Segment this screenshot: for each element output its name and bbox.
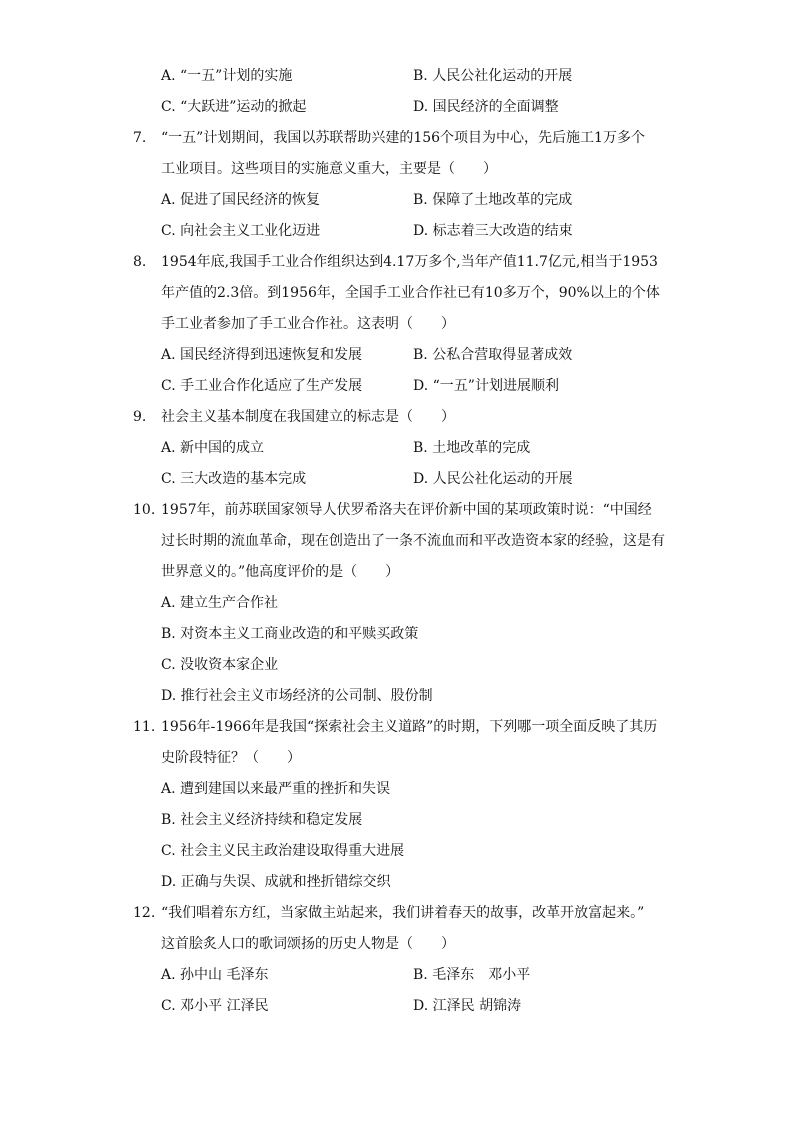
q7-option-d: D. 标志着三大改造的结束: [413, 223, 573, 239]
option-row: [133, 652, 673, 683]
q12-number: 12.: [133, 905, 156, 921]
question-stem-line: [133, 404, 673, 435]
q8-option-c: C. 手工业合作化适应了生产发展: [161, 378, 363, 394]
q7-option-b: B. 保障了土地改革的完成: [413, 192, 573, 208]
question-stem-line: [133, 745, 673, 776]
q10-stem-line-1: 1957年，前苏联国家领导人伏罗希洛夫在评价新中国的某项政策时说：“中国经: [161, 502, 652, 518]
q10-option-d: D. 推行社会主义市场经济的公司制、股份制: [161, 688, 433, 704]
q11-option-d: D. 正确与失误、成就和挫折错综交织: [161, 874, 391, 890]
q9-number: 9.: [133, 409, 147, 425]
option-row: [133, 962, 673, 993]
question-stem-line: [133, 931, 673, 962]
q11-option-b: B. 社会主义经济持续和稳定发展: [161, 812, 363, 828]
option-row: [133, 776, 673, 807]
question-stem-line: [133, 714, 673, 745]
q11-option-a: A. 遭到建国以来最严重的挫折和失误: [161, 781, 391, 797]
q8-option-d: D. “一五”计划进展顺利: [413, 378, 559, 394]
option-row: [133, 807, 673, 838]
q9-option-a: A. 新中国的成立: [161, 440, 265, 456]
question-stem-line: [133, 249, 673, 280]
q12-stem-line-2: 这首脍炙人口的歌词颂扬的历史人物是（ ）: [161, 936, 455, 952]
q9-option-c: C. 三大改造的基本完成: [161, 471, 307, 487]
q10-option-a: A. 建立生产合作社: [161, 595, 279, 611]
q12-option-a: A. 孙中山 毛泽东: [161, 967, 269, 983]
q6-option-b: B. 人民公社化运动的开展: [413, 68, 573, 84]
option-row: [133, 869, 673, 900]
option-row: [133, 342, 673, 373]
q8-stem-line-2: 年产值的2.3倍。到1956年，全国手工业合作社已有10多万个，90%以上的个体: [161, 285, 660, 301]
question-stem-line: [133, 311, 673, 342]
q7-stem-line-2: 工业项目。这些项目的实施意义重大，主要是（ ）: [161, 161, 497, 177]
q10-stem-line-2: 过长时期的流血革命，现在创造出了一条不流血而和平改造资本家的经验，这是有: [161, 533, 665, 549]
q12-option-c: C. 邓小平 江泽民: [161, 998, 269, 1014]
option-row: [133, 993, 673, 1024]
option-row: [133, 373, 673, 404]
question-stem-line: [133, 559, 673, 590]
option-row: [133, 94, 673, 125]
option-row: [133, 683, 673, 714]
q10-number: 10.: [133, 502, 156, 518]
question-list: [133, 63, 673, 1024]
question-stem-line: [133, 280, 673, 311]
option-row: [133, 63, 673, 94]
q10-option-b: B. 对资本主义工商业改造的和平赎买政策: [161, 626, 419, 642]
option-row: [133, 590, 673, 621]
q8-option-b: B. 公私合营取得显著成效: [413, 347, 573, 363]
q11-option-c: C. 社会主义民主政治建设取得重大进展: [161, 843, 405, 859]
q7-option-a: A. 促进了国民经济的恢复: [161, 192, 321, 208]
q12-option-b: B. 毛泽东 邓小平: [413, 967, 531, 983]
question-stem-line: [133, 900, 673, 931]
q8-number: 8.: [133, 254, 147, 270]
q9-option-d: D. 人民公社化运动的开展: [413, 471, 573, 487]
q6-option-c: C. “大跃进”运动的掀起: [161, 99, 307, 115]
q6-option-a: A. “一五”计划的实施: [161, 68, 293, 84]
option-row: [133, 621, 673, 652]
option-row: [133, 466, 673, 497]
option-row: [133, 838, 673, 869]
q9-option-b: B. 土地改革的完成: [413, 440, 531, 456]
q7-option-c: C. 向社会主义工业化迈进: [161, 223, 321, 239]
option-row: [133, 435, 673, 466]
q11-stem-line-2: 史阶段特征？（ ）: [161, 750, 301, 766]
q10-stem-line-3: 世界意义的。”他高度评价的是（ ）: [161, 564, 400, 580]
question-stem-line: [133, 528, 673, 559]
question-stem-line: [133, 156, 673, 187]
q8-stem-line-3: 手工业者参加了手工业合作社。这表明（ ）: [161, 316, 455, 332]
option-row: [133, 187, 673, 218]
q12-stem-line-1: “我们唱着东方红，当家做主站起来，我们讲着春天的故事，改革开放富起来。”: [161, 905, 645, 921]
option-row: [133, 218, 673, 249]
q6-option-d: D. 国民经济的全面调整: [413, 99, 559, 115]
q10-option-c: C. 没收资本家企业: [161, 657, 279, 673]
q8-option-a: A. 国民经济得到迅速恢复和发展: [161, 347, 363, 363]
q8-stem-line-1: 1954年底,我国手工业合作组织达到4.17万多个,当年产值11.7亿元,相当于1953: [161, 254, 658, 270]
q9-stem-line-1: 社会主义基本制度在我国建立的标志是（ ）: [161, 409, 455, 425]
question-stem-line: [133, 125, 673, 156]
q11-number: 11.: [133, 719, 156, 735]
q7-stem-line-1: “一五”计划期间，我国以苏联帮助兴建的156个项目为中心，先后施工1万多个: [161, 130, 645, 146]
question-stem-line: [133, 497, 673, 528]
q12-option-d: D. 江泽民 胡锦涛: [413, 998, 522, 1014]
q7-number: 7.: [133, 130, 147, 146]
q11-stem-line-1: 1956年-1966年是我国“探索社会主义道路”的时期，下列哪一项全面反映了其历: [161, 719, 658, 735]
